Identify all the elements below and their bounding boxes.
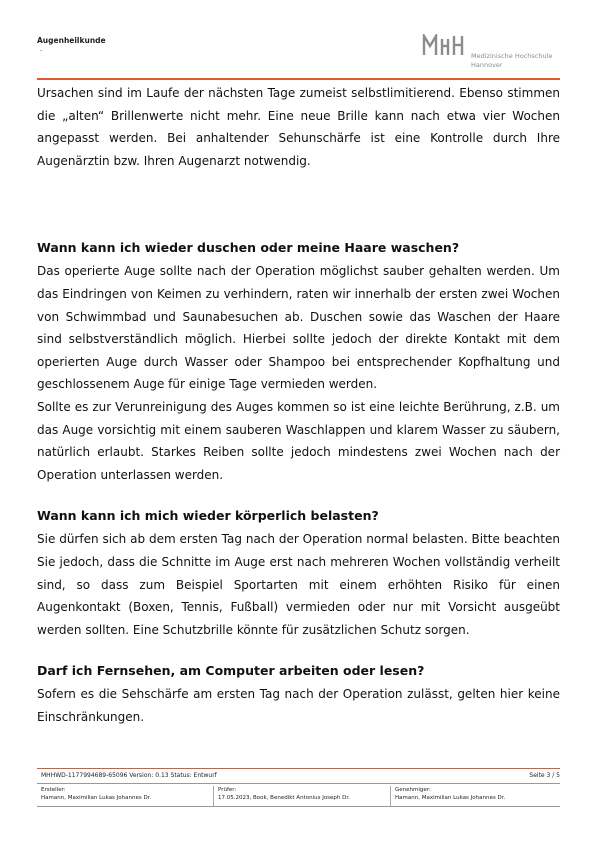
- document-body: [37, 82, 560, 728]
- footer-table-top-border: [37, 783, 560, 784]
- header-divider: [37, 78, 560, 80]
- footer-doc-line: [41, 772, 560, 779]
- spacer: [37, 641, 560, 659]
- logo-line2: Hannover: [471, 60, 503, 69]
- section-heading-screen: Darf ich Fernsehen, am Computer arbeiten oder lesen?: [37, 663, 425, 679]
- genehmiger-value: Hamann, Maximilian Lukas Johannes Dr.: [395, 795, 506, 801]
- section-screen-paragraph: Sofern es die Sehschärfe am ersten Tag nach der Operation zulässt, gelten hier keine Einschränkungen.: [37, 687, 560, 724]
- mhh-logo: [422, 34, 562, 72]
- doc-info: MHHWD-1177994689-65096 Version: 0.13 Status: Entwurf: [41, 772, 217, 779]
- footer-approval-table: [37, 786, 560, 806]
- ersteller-label: Ersteller:: [41, 787, 66, 793]
- ersteller-value: Hamann, Maximilian Lukas Johannes Dr.: [41, 795, 152, 801]
- section-heading-physical: Wann kann ich mich wieder körperlich belasten?: [37, 508, 379, 524]
- page-number: Seite 3 / 5: [529, 772, 560, 779]
- department-dash: -: [40, 47, 43, 54]
- mhh-logo-icon: [422, 34, 468, 56]
- footer-divider: [37, 768, 560, 769]
- pruefer-cell: [213, 786, 390, 806]
- spacer: [37, 172, 560, 236]
- intro-paragraph: Ursachen sind im Laufe der nächsten Tage zumeist selbstlimitierend. Ebenso stimmen die „alten“ Brillenwerte nicht mehr. Eine neue Brille kann nach etwa vier Wochen angepasst werden. Bei anhaltender Sehunschärfe ist eine Kontrolle durch Ihre Augenärztin bzw. Ihren Augenarzt notwendig.: [37, 86, 560, 168]
- section-physical-paragraph: Sie dürfen sich ab dem ersten Tag nach der Operation normal belasten. Bitte beachten Sie jedoch, dass die Schnitte im Auge erst nach mehreren Wochen vollständig verheilt sind, so dass zum Beispiel Sportarten mit einem erhöhten Risiko für einen Augenkontakt (Boxen, Tennis, Fußball) vermieden oder nur mit Vorsicht ausgeübt werden sollten. Eine Schutzbrille könnte für zusätzlichen Schutz sorgen.: [37, 532, 560, 637]
- footer-table-bottom-border: [37, 806, 560, 807]
- pruefer-label: Prüfer:: [218, 787, 237, 793]
- ersteller-cell: [37, 786, 213, 806]
- spacer: [37, 486, 560, 504]
- section-heading-shower: Wann kann ich wieder duschen oder meine Haare waschen?: [37, 240, 460, 256]
- logo-text: [471, 52, 552, 69]
- section-shower-paragraph-1: Das operierte Auge sollte nach der Operation möglichst sauber gehalten werden. Um das Eindringen von Keimen zu verhindern, raten wir innerhalb der ersten zwei Wochen von Schwimmbad und Saunabesuchen ab. Duschen sowie das Waschen der Haare sind selbstverständlich möglich. Hierbei sollte jedoch der direkte Kontakt mit dem operierten Auge durch Wasser oder Shampoo bei entsprechender Kopfhaltung und geschlossenem Auge für einige Tage vermieden werden.: [37, 264, 560, 392]
- logo-line1: Medizinische Hochschule: [471, 52, 553, 60]
- section-shower-paragraph-2: Sollte es zur Verunreinigung des Auges kommen so ist eine leichte Berührung, z.B. um das Auge vorsichtig mit einem sauberen Waschlappen und klarem Wasser zu säubern, natürlich erlaubt. Starkes Reiben sollte jedoch mindestens zwei Wochen nach der Operation unterlassen werden.: [37, 399, 560, 482]
- genehmiger-label: Genehmiger:: [395, 787, 431, 793]
- genehmiger-cell: [390, 786, 560, 806]
- pruefer-value: 17.05.2023, Book, Benedikt Antonius Joseph Dr.: [218, 795, 350, 801]
- department-label: Augenheilkunde: [37, 36, 106, 45]
